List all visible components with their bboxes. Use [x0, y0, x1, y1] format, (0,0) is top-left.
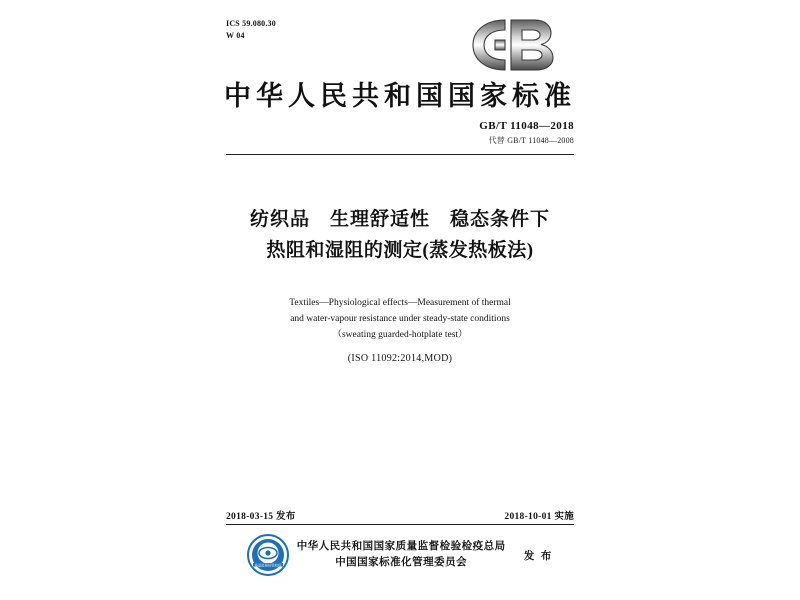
main-title-line-2: 热阻和湿阻的测定(蒸发热板法) [266, 240, 534, 261]
english-title-line-1: Textiles—Physiological effects—Measurement of thermal [289, 298, 511, 308]
main-title-line-1: 纺织品 生理舒适性 稳态条件下 [249, 209, 550, 230]
english-title-line-2: and water-vapour resistance under steady-state conditions [290, 314, 510, 324]
publication-dates [226, 508, 574, 522]
divider-bottom [226, 524, 574, 525]
issuer-names [297, 539, 506, 571]
ics-classification [226, 18, 276, 42]
issuer-line-1: 中华人民共和国国家质量监督检验检疫总局 [296, 541, 506, 552]
ccs-code: W 04 [226, 31, 245, 40]
standard-number: GB/T 11048—2018 [479, 120, 574, 132]
iso-reference: (ISO 11092:2014,MOD) [347, 353, 453, 364]
gb-national-standard-logo [465, 16, 557, 74]
issue-action-label: 发 布 [523, 550, 554, 562]
document-main-title [170, 204, 630, 266]
cover-sheet [170, 8, 630, 592]
published-date: 2018-03-15 发布 [226, 512, 296, 522]
issuing-authorities [226, 534, 574, 576]
standard-replaces: 代替 GB/T 11048—2008 [488, 136, 574, 145]
ics-code: ICS 59.080.30 [226, 19, 276, 28]
quality-inspection-emblem [247, 534, 289, 576]
svg-text:质量监督检验检疫: 质量监督检验检疫 [254, 563, 282, 568]
document-english-title [170, 295, 630, 343]
issuer-line-2: 中国国家标准化管理委员会 [335, 557, 468, 568]
page-title: 中华人民共和国国家标准 [224, 81, 576, 111]
divider-top [226, 154, 574, 155]
english-title-line-3: （sweating guarded-hotplate test） [332, 330, 468, 340]
effective-date: 2018-10-01 实施 [504, 512, 574, 522]
